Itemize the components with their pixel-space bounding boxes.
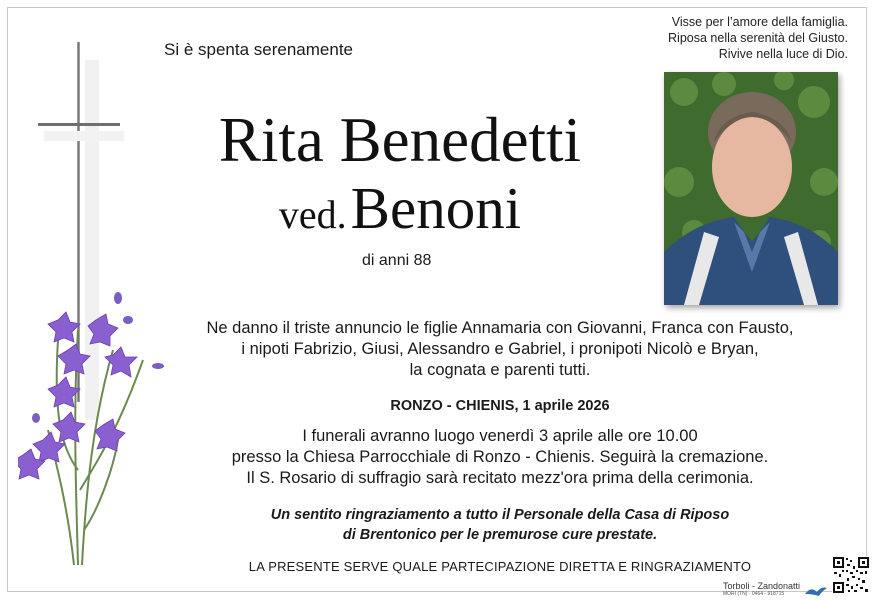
- place-date: RONZO - CHIENIS, 1 aprile 2026: [390, 398, 610, 414]
- announcement: [150, 318, 850, 381]
- married-surname: Benoni: [350, 175, 522, 241]
- quote-line: Rivive nella luce di Dio.: [718, 47, 848, 61]
- married-name: [120, 176, 680, 256]
- quote-line: Riposa nella serenità del Giusto.: [668, 31, 848, 45]
- quote-line: Visse per l’amore della famiglia.: [671, 15, 848, 29]
- qr-code-icon: [832, 556, 870, 594]
- announcement-line: i nipoti Fabrizio, Giusi, Alessandro e Gabriel, i pronipoti Nicolò e Bryan,: [241, 340, 759, 358]
- announcement-line: Ne danno il triste annuncio le figlie Annamaria con Giovanni, Franca con Fausto,: [206, 319, 794, 337]
- funeral-line: presso la Chiesa Parrocchiale di Ronzo - Chienis. Seguirà la cremazione.: [231, 448, 769, 466]
- funeral-home-contact: MORI (TN) · 0464 - 918715: [723, 591, 785, 597]
- deceased-name: Rita Benedetti: [218, 105, 582, 175]
- thanks-note: [150, 505, 850, 545]
- funeral-home-name: Torboli - Zandonatti: [723, 581, 801, 591]
- thanks-line: Un sentito ringraziamento a tutto il Personale della Casa di Riposo: [270, 507, 730, 523]
- epitaph-quote: [668, 14, 848, 62]
- funeral-line: Il S. Rosario di suffragio sarà recitato mezz'ora prima della cerimonia.: [246, 469, 754, 487]
- dove-logo-icon: [803, 584, 829, 598]
- announcement-line: la cognata e parenti tutti.: [409, 361, 591, 379]
- funeral-line: I funerali avranno luogo venerdì 3 aprile alle ore 10.00: [302, 427, 698, 445]
- funeral-home-brand: [723, 582, 800, 597]
- age-text: di anni 88: [362, 252, 432, 269]
- opening-line: Si è spenta serenamente: [164, 40, 354, 59]
- widow-prefix: ved.: [278, 192, 347, 237]
- thanks-line: di Brentonico per le premurose cure prestate.: [342, 527, 658, 543]
- portrait-photo: [664, 72, 838, 305]
- funeral-details: [150, 426, 850, 489]
- footer-notice: LA PRESENTE SERVE QUALE PARTECIPAZIONE DIRETTA E RINGRAZIAMENTO: [248, 559, 752, 574]
